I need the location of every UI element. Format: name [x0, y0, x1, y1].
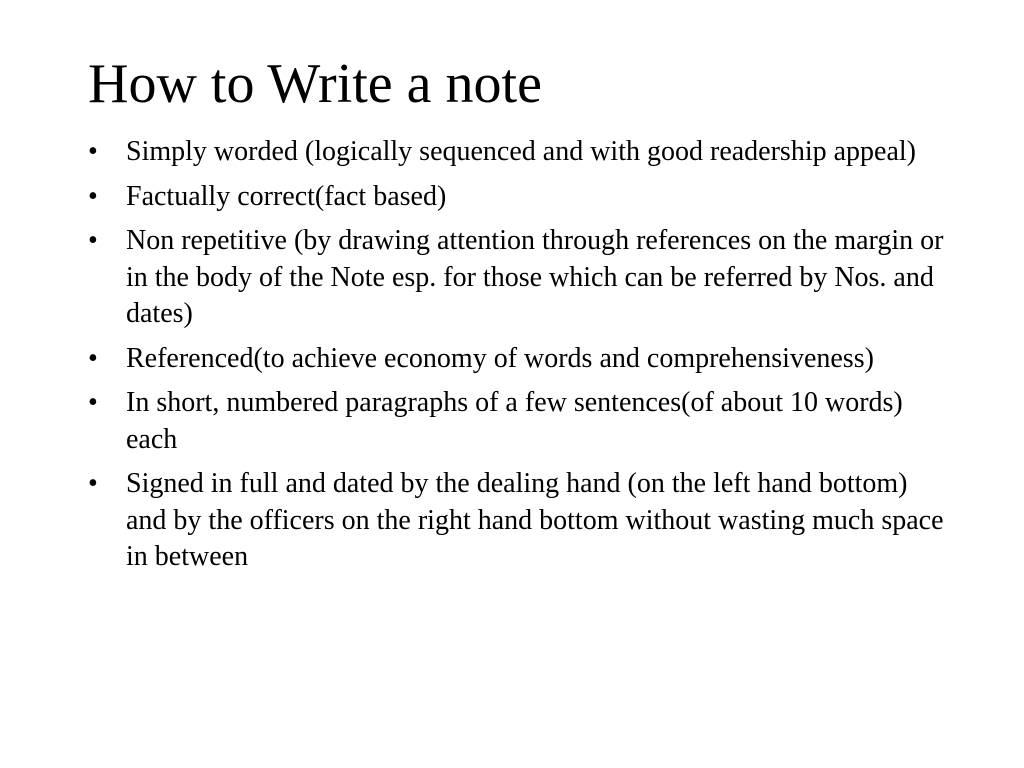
- bullet-list: [88, 134, 948, 584]
- bullet-text: Signed in full and dated by the dealing hand (on the left hand bottom) and by the officers on the right hand bottom without wasting much space in between: [126, 468, 944, 572]
- bullet-marker: •: [88, 468, 98, 499]
- bullet-text: Factually correct(fact based): [126, 180, 447, 212]
- bullet-marker: •: [88, 225, 98, 256]
- bullet-item: [88, 179, 948, 216]
- bullet-item: [88, 223, 948, 333]
- bullet-item: [88, 466, 948, 576]
- slide-title: How to Write a note: [88, 53, 542, 115]
- bullet-item: [88, 134, 948, 171]
- bullet-item: [88, 385, 948, 458]
- bullet-marker: •: [88, 342, 98, 374]
- bullet-marker: •: [88, 136, 98, 167]
- bullet-item: [88, 341, 948, 378]
- bullet-text: Simply worded (logically sequenced and with good readership appeal): [126, 136, 916, 167]
- bullet-marker: •: [88, 387, 98, 418]
- bullet-text: Non repetitive (by drawing attention through references on the margin or in the body of the Note esp. for those which can be referred by Nos. and dates): [126, 225, 944, 329]
- bullet-text: Referenced(to achieve economy of words and comprehensiveness): [126, 342, 874, 374]
- bullet-text: In short, numbered paragraphs of a few sentences(of about 10 words) each: [126, 387, 903, 455]
- bullet-marker: •: [88, 180, 98, 212]
